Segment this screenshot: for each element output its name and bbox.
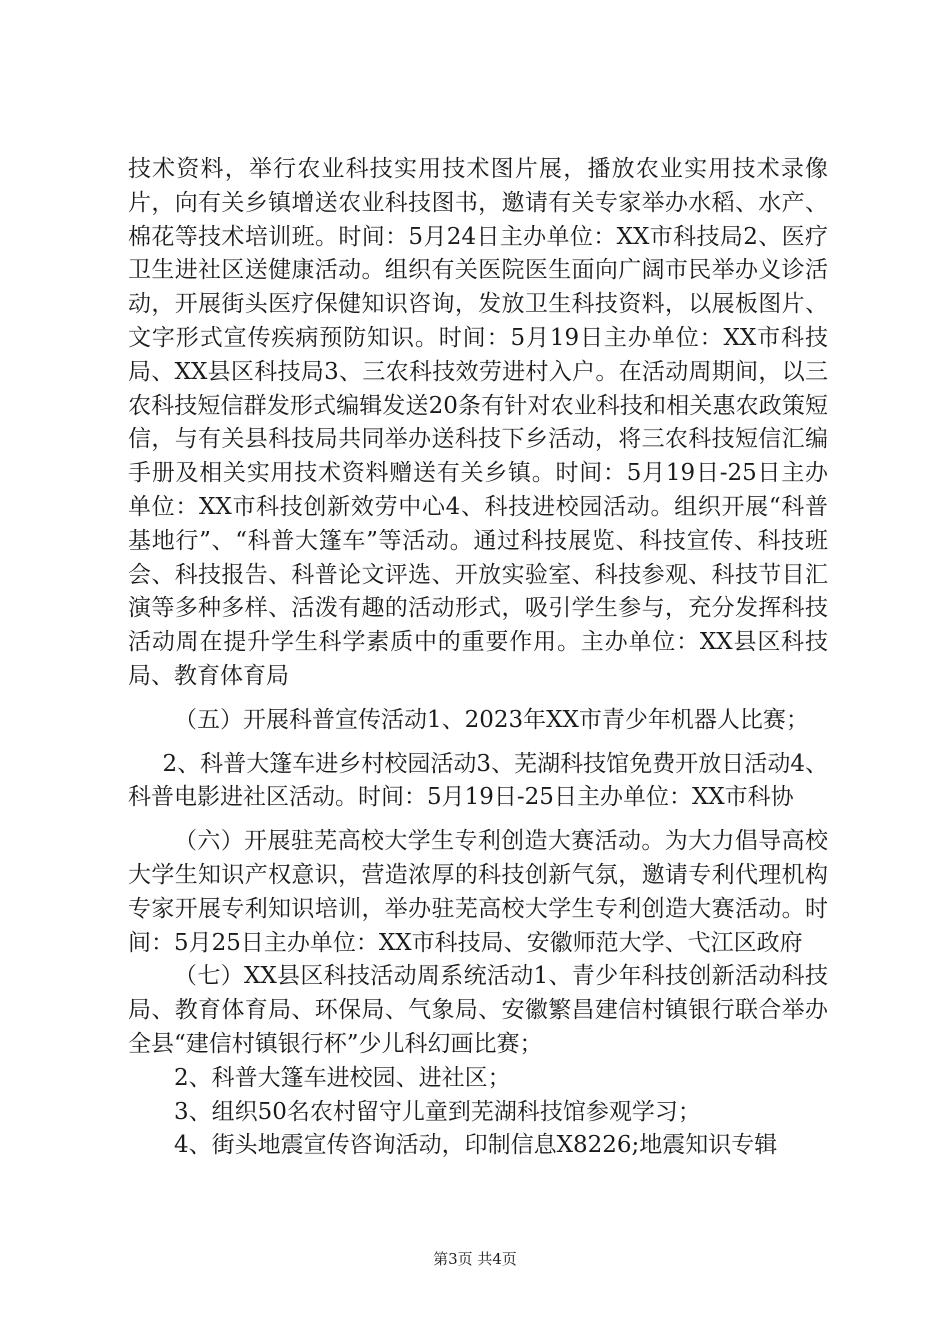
paragraph-activities-list: 技术资料，举行农业科技实用技术图片展，播放农业实用技术录像片，向有关乡镇增送农业科技图书，邀请有关专家举办水稻、水产、棉花等技术培训班。时间：5月24日主办单位：XX市科技局2、医疗卫生进社区送健康活动。组织有关医院医生面向广阔市民举办义诊活动，开展街头医疗保健知识咨询，发放卫生科技资料，以展板图片、文字形式宣传疾病预防知识。时间：5月19日主办单位：XX市科技局、XX县区科技局3、三农科技效劳进村入户。在活动周期间，以三农科技短信群发形式编辑发送20条有针对农业科技和相关惠农政策短信，与有关县科技局共同举办送科技下乡活动，将三农科技短信汇编手册及相关实用技术资料赠送有关乡镇。时间：5月19日-25日主办单位：XX市科技创新效劳中心4、科技进校园活动。组织开展“科普基地行”、“科普大篷车”等活动。通过科技展览、科技宣传、科技班会、科技报告、科普论文评选、开放实验室、科技参观、科技节目汇演等多种多样、活泼有趣的活动形式，吸引学生参与，充分发挥科技活动周在提升学生科学素质中的重要作用。主办单位：XX县区科技局、教育体育局	[128, 156, 829, 689]
paragraph-section-six: （六）开展驻芜高校大学生专利创造大赛活动。为大力倡导高校大学生知识产权意识，营造浓厚的科技创新气氛，邀请专利代理机构专家开展专利知识培训，举办驻芜高校大学生专利创造大赛活动。时间：5月25日主办单位：XX市科技局、安徽师范大学、弋江区政府	[128, 828, 828, 956]
page-number-footer: 第3页 共4页	[433, 1250, 517, 1268]
paragraph-item-two: 2、科普大篷车进校园、进社区；	[174, 1064, 511, 1091]
paragraph-section-five: （五）开展科普宣传活动1、2023年XX市青少年机器人比赛；	[174, 706, 809, 733]
document-body	[128, 153, 828, 1163]
paragraph-item-three: 3、组织50名农村留守儿童到芜湖科技馆参观学习；	[174, 1098, 701, 1125]
paragraph-section-five-items: 2、科普大篷车进乡村校园活动3、芜湖科技馆免费开放日活动4、科普电影进社区活动。时间：5月19日-25日主办单位：XX市科协	[128, 750, 828, 811]
paragraph-item-four: 4、街头地震宣传咨询活动，印制信息X8226;地震知识专辑	[174, 1132, 778, 1159]
paragraph-section-seven: （七）XX县区科技活动周系统活动1、青少年科技创新活动科技局、教育体育局、环保局、气象局、安徽繁昌建信村镇银行联合举办全县“建信村镇银行杯”少儿科幻画比赛；	[128, 963, 828, 1057]
